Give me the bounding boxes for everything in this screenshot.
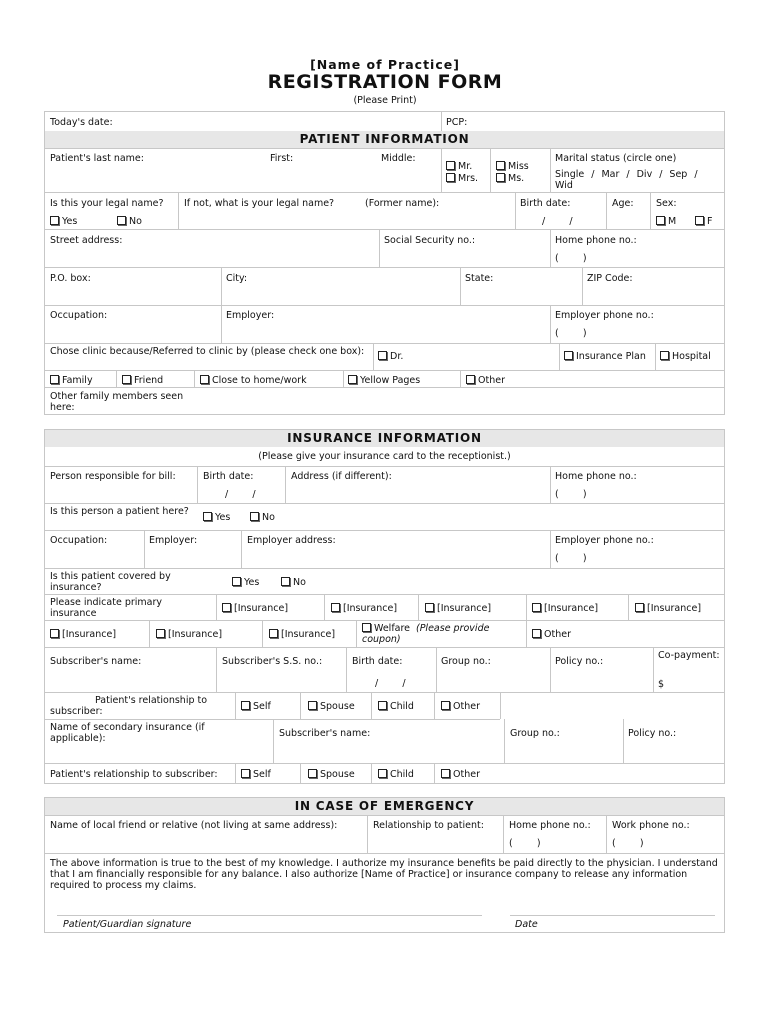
welfare-coupon-note: (Please provide coupon)	[362, 623, 490, 645]
emergency-home-phone-label: Home phone no.:	[509, 820, 591, 831]
checkbox-icon	[241, 769, 250, 778]
employer-phone-parens: ( )	[555, 328, 587, 339]
legal-name-question: Is this your legal name?	[50, 198, 164, 209]
referral-insurance-plan-checkbox[interactable]: Insurance Plan	[564, 351, 646, 362]
checkbox-icon	[203, 512, 212, 521]
practice-name: [Name of Practice]	[310, 57, 460, 72]
checkbox-icon	[635, 603, 644, 612]
primary-insurance-option-3[interactable]: [Insurance]	[425, 603, 491, 614]
emergency-heading: IN CASE OF EMERGENCY	[45, 798, 724, 815]
checkbox-icon	[122, 375, 131, 384]
checkbox-icon	[308, 769, 317, 778]
birth-date-slashes: / /	[542, 216, 573, 227]
relationship-other-checkbox[interactable]: Other	[441, 701, 480, 712]
employer-label: Employer:	[226, 310, 275, 321]
form-subtitle: (Please Print)	[353, 95, 417, 106]
checkbox-icon	[50, 629, 59, 638]
ins-employer-phone-parens: ( )	[555, 553, 587, 564]
responsible-party-label: Person responsible for bill:	[50, 471, 176, 482]
insurance-option-6[interactable]: [Insurance]	[50, 629, 116, 640]
emergency-home-phone-parens: ( )	[509, 838, 541, 849]
emergency-work-phone-label: Work phone no.:	[612, 820, 690, 831]
employer-phone-label: Employer phone no.:	[555, 310, 654, 321]
patient-info-heading: PATIENT INFORMATION	[45, 131, 724, 148]
subscriber-ssn-label: Subscriber's S.S. no.:	[222, 656, 323, 667]
primary-insurance-option-5[interactable]: [Insurance]	[635, 603, 701, 614]
checkbox-icon	[200, 375, 209, 384]
checkbox-icon	[441, 769, 450, 778]
secondary-policy-number-label: Policy no.:	[628, 728, 677, 739]
referral-family-checkbox[interactable]: Family	[50, 375, 93, 386]
marital-status-options[interactable]: Single / Mar / Div / Sep / Wid	[555, 169, 698, 191]
responsible-address-label: Address (if different):	[291, 471, 392, 482]
referral-hospital-checkbox[interactable]: Hospital	[660, 351, 711, 362]
checkbox-icon	[656, 216, 665, 225]
emergency-section	[44, 797, 725, 933]
secondary-relationship-label: Patient's relationship to subscriber:	[50, 769, 218, 780]
secondary-insurance-label: Name of secondary insurance (if applicable):	[50, 722, 205, 744]
group-number-label: Group no.:	[441, 656, 491, 667]
secondary-self-checkbox[interactable]: Self	[241, 769, 271, 780]
primary-insurance-option-2[interactable]: [Insurance]	[331, 603, 397, 614]
marital-status-label: Marital status (circle one)	[555, 153, 677, 164]
covered-yes-checkbox[interactable]: Yes	[232, 577, 259, 588]
covered-question: Is this patient covered by insurance?	[50, 571, 171, 593]
emergency-work-phone-parens: ( )	[612, 838, 644, 849]
authorization-statement: The above information is true to the best of my knowledge. I authorize my insurance benefits be paid directly to the physician. I understand that I am financially responsible for any balance. I also authorize [Name of Practice] or insurance company to release any information required to process my claims.	[50, 858, 718, 891]
referral-friend-checkbox[interactable]: Friend	[122, 375, 163, 386]
secondary-other-checkbox[interactable]: Other	[441, 769, 480, 780]
relationship-spouse-checkbox[interactable]: Spouse	[308, 701, 355, 712]
checkbox-icon	[117, 216, 126, 225]
ins-employer-phone-label: Employer phone no.:	[555, 535, 654, 546]
is-patient-yes-checkbox[interactable]: Yes	[203, 512, 230, 523]
is-patient-question: Is this person a patient here?	[50, 506, 189, 517]
legal-name-no-checkbox[interactable]: No	[117, 216, 142, 227]
legal-name-yes-checkbox[interactable]: Yes	[50, 216, 77, 227]
age-label: Age:	[612, 198, 634, 209]
title-mrs-checkbox[interactable]: Mrs.	[446, 173, 478, 184]
responsible-birth-date-slashes: / /	[225, 489, 256, 500]
street-address-label: Street address:	[50, 235, 123, 246]
subscriber-birth-date-slashes: / /	[375, 678, 406, 689]
checkbox-icon	[466, 375, 475, 384]
other-family-label: Other family members seen here:	[50, 391, 184, 413]
checkbox-icon	[446, 173, 455, 182]
checkbox-icon	[156, 629, 165, 638]
secondary-spouse-checkbox[interactable]: Spouse	[308, 769, 355, 780]
checkbox-icon	[660, 351, 669, 360]
checkbox-icon	[532, 629, 541, 638]
checkbox-icon	[425, 603, 434, 612]
checkbox-icon	[496, 161, 505, 170]
primary-insurance-option-1[interactable]: [Insurance]	[222, 603, 288, 614]
checkbox-icon	[50, 375, 59, 384]
middle-name-label: Middle:	[381, 153, 416, 164]
checkbox-icon	[532, 603, 541, 612]
subscriber-birth-date-label: Birth date:	[352, 656, 403, 667]
is-patient-no-checkbox[interactable]: No	[250, 512, 275, 523]
relationship-label: Patient's relationship to subscriber:	[50, 695, 208, 717]
emergency-contact-label: Name of local friend or relative (not living at same address):	[50, 820, 338, 831]
todays-date-label: Today's date:	[50, 117, 113, 128]
patient-section	[44, 111, 725, 415]
title-mr-checkbox[interactable]: Mr.	[446, 161, 472, 172]
checkbox-icon	[308, 701, 317, 710]
checkbox-icon	[348, 375, 357, 384]
ins-employer-address-label: Employer address:	[247, 535, 336, 546]
checkbox-icon	[269, 629, 278, 638]
birth-date-label: Birth date:	[520, 198, 571, 209]
checkbox-icon	[281, 577, 290, 586]
insurance-section	[44, 429, 725, 784]
secondary-child-checkbox[interactable]: Child	[378, 769, 414, 780]
home-phone-label: Home phone no.:	[555, 235, 637, 246]
primary-insurance-question: Please indicate primary insurance	[50, 597, 162, 619]
ins-employer-label: Employer:	[149, 535, 198, 546]
covered-no-checkbox[interactable]: No	[281, 577, 306, 588]
pcp-label: PCP:	[446, 117, 468, 128]
referral-yellow-pages-checkbox[interactable]: Yellow Pages	[348, 375, 420, 386]
copayment-dollar: $	[658, 679, 665, 690]
sex-m-checkbox[interactable]: M	[656, 216, 676, 227]
policy-number-label: Policy no.:	[555, 656, 604, 667]
checkbox-icon	[564, 351, 573, 360]
last-name-label: Patient's last name:	[50, 153, 144, 164]
checkbox-icon	[441, 701, 450, 710]
secondary-subscriber-name-label: Subscriber's name:	[279, 728, 371, 739]
state-label: State:	[465, 273, 494, 284]
legal-name-if-not-label: If not, what is your legal name?	[184, 198, 335, 209]
checkbox-icon	[241, 701, 250, 710]
ins-occupation-label: Occupation:	[50, 535, 108, 546]
insurance-option-8[interactable]: [Insurance]	[269, 629, 335, 640]
zip-code-label: ZIP Code:	[587, 273, 633, 284]
responsible-home-phone-label: Home phone no.:	[555, 471, 637, 482]
responsible-birth-date-label: Birth date:	[203, 471, 254, 482]
signature-date-label: Date	[515, 919, 538, 930]
referral-other-checkbox[interactable]: Other	[466, 375, 505, 386]
occupation-label: Occupation:	[50, 310, 108, 321]
subscriber-name-label: Subscriber's name:	[50, 656, 142, 667]
clinic-referral-question: Chose clinic because/Referred to clinic by (please check one box):	[50, 346, 365, 357]
sex-f-checkbox[interactable]: F	[695, 216, 712, 227]
form-title: REGISTRATION FORM	[267, 71, 503, 93]
relationship-self-checkbox[interactable]: Self	[241, 701, 271, 712]
city-label: City:	[226, 273, 248, 284]
signature-label: Patient/Guardian signature	[63, 919, 192, 930]
checkbox-icon	[222, 603, 231, 612]
ssn-label: Social Security no.:	[384, 235, 476, 246]
referral-dr-checkbox[interactable]: Dr.	[378, 351, 403, 362]
checkbox-icon	[250, 512, 259, 521]
insurance-card-note: (Please give your insurance card to the receptionist.)	[258, 451, 511, 462]
title-ms-checkbox[interactable]: Ms.	[496, 173, 524, 184]
copayment-label: Co-payment:	[658, 650, 720, 661]
checkbox-icon	[50, 216, 59, 225]
welfare-checkbox[interactable]: Welfare	[362, 623, 410, 634]
checkbox-icon	[378, 769, 387, 778]
sex-label: Sex:	[656, 198, 677, 209]
po-box-label: P.O. box:	[50, 273, 91, 284]
insurance-info-heading: INSURANCE INFORMATION	[45, 430, 724, 447]
checkbox-icon	[331, 603, 340, 612]
checkbox-icon	[695, 216, 704, 225]
checkbox-icon	[232, 577, 241, 586]
former-name-label: (Former name):	[365, 198, 440, 209]
checkbox-icon	[378, 701, 387, 710]
responsible-home-phone-parens: ( )	[555, 489, 587, 500]
checkbox-icon	[446, 161, 455, 170]
primary-insurance-option-4[interactable]: [Insurance]	[532, 603, 598, 614]
home-phone-parens: ( )	[555, 253, 587, 264]
title-miss-checkbox[interactable]: Miss	[496, 161, 529, 172]
checkbox-icon	[378, 351, 387, 360]
checkbox-icon	[496, 173, 505, 182]
insurance-other-checkbox[interactable]: Other	[532, 629, 571, 640]
first-name-label: First:	[270, 153, 294, 164]
secondary-group-number-label: Group no.:	[510, 728, 560, 739]
insurance-option-7[interactable]: [Insurance]	[156, 629, 222, 640]
emergency-relationship-label: Relationship to patient:	[373, 820, 484, 831]
relationship-child-checkbox[interactable]: Child	[378, 701, 414, 712]
referral-close-to-home-checkbox[interactable]: Close to home/work	[200, 375, 307, 386]
